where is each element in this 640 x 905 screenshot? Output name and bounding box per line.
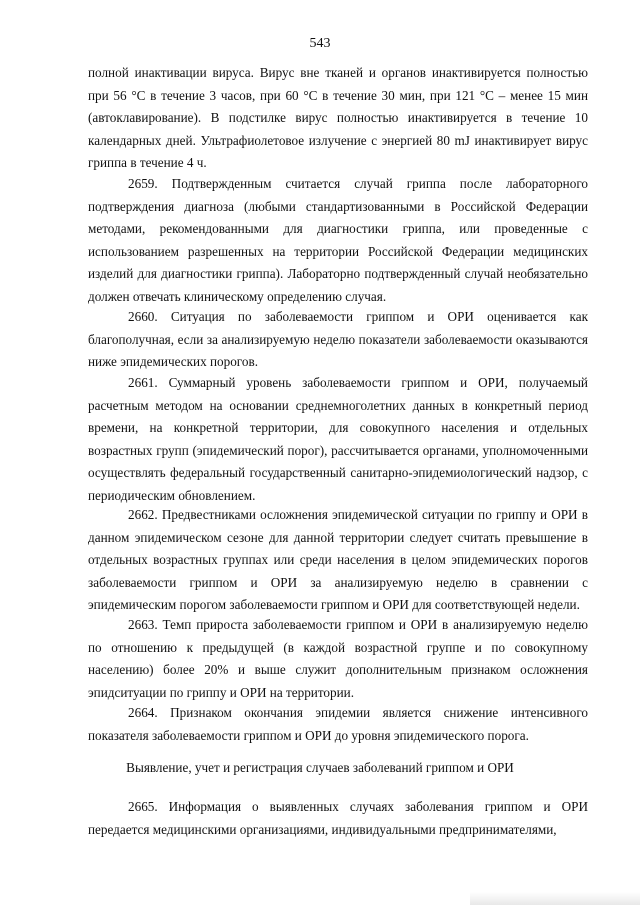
paragraph-2661: [88, 372, 588, 508]
paragraph-text: 2661. Суммарный уровень заболеваемости гриппом и ОРИ, получаемый расчетным методом на основании среднемноголетних данных в конкретный период времени, на конкретной территории, для совокупного населения и отдельных возрастных групп (эпидемический порог), рассчитывается органами, уполномоченными осуществлять федеральный государственный санитарно-эпидемиологический надзор, с периодическим обновлением.: [88, 375, 588, 503]
scan-edge-shadow: [470, 892, 640, 905]
paragraph-2664: [88, 702, 588, 747]
paragraph-text: 2659. Подтвержденным считается случай гриппа после лабораторного подтверждения диагноза (любыми стандартизованными в Российской Федерации методами, рекомендованными для диагностики гриппа, или проведенные с использованием разрешенных на территории Российской Федерации медицинских изделий для диагностики гриппа). Лабораторно подтвержденный случай необязательно должен отвечать клиническому определению случая.: [88, 176, 588, 304]
paragraph-text: полной инактивации вируса. Вирус вне тканей и органов инактивируется полностью при 56 °С в течение 3 часов, при 60 °С в течение 30 мин, при 121 °С – менее 15 мин (автоклавирование). В подстилке вирус полностью инактивируется в течение 10 календарных дней. Ультрафиолетовое излучение с энергией 80 mJ инактивирует вирус гриппа в течение 4 ч.: [88, 65, 588, 171]
paragraph-text: 2662. Предвестниками осложнения эпидемической ситуации по гриппу и ОРИ в данном эпидемическом сезоне для данной территории следует считать превышение в отдельных возрастных группах или среди населения в целом эпидемических порогов заболеваемости гриппом и ОРИ за анализируемую неделю в сравнении с эпидемическим порогом заболеваемости гриппом и ОРИ для соответствующей недели.: [88, 507, 588, 613]
paragraph-text: 2663. Темп прироста заболеваемости гриппом и ОРИ в анализируемую неделю по отношению к предыдущей (в каждой возрастной группе и по совокупному населению) более 20% и выше служит дополнительным признаком осложнения эпидситуации по гриппу и ОРИ на территории.: [88, 617, 588, 700]
paragraph-2662: [88, 504, 588, 617]
page-number: 543: [309, 36, 331, 51]
paragraph-2660: [88, 306, 588, 374]
paragraph-2659: [88, 173, 588, 309]
paragraph-2665: [88, 796, 588, 841]
section-heading: Выявление, учет и регистрация случаев заболеваний гриппом и ОРИ: [126, 760, 514, 775]
paragraph-text: 2660. Ситуация по заболеваемости гриппом и ОРИ оценивается как благополучная, если за анализируемую неделю показатели заболеваемости оказываются ниже эпидемических порогов.: [88, 309, 588, 370]
paragraph-2663: [88, 614, 588, 704]
paragraph-text: 2665. Информация о выявленных случаях заболевания гриппом и ОРИ передается медицинскими организациями, индивидуальными предпринимателями,: [88, 799, 588, 837]
paragraph-text: 2664. Признаком окончания эпидемии является снижение интенсивного показателя заболеваемости гриппом и ОРИ до уровня эпидемического порога.: [88, 705, 588, 743]
intro-paragraph: [88, 62, 588, 175]
